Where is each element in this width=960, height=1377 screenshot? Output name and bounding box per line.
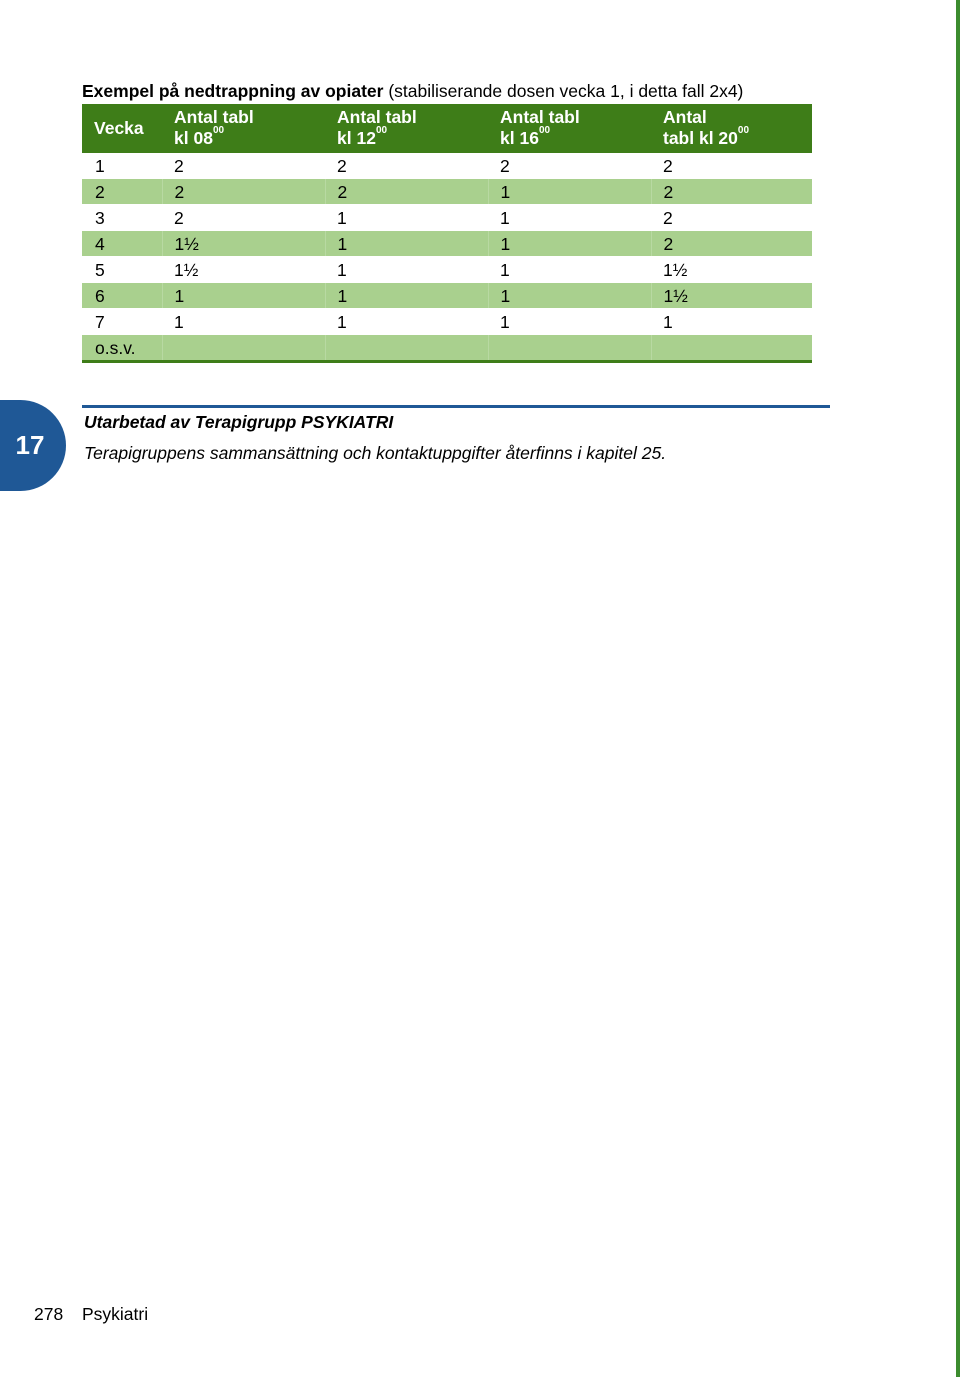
- section-divider: [82, 405, 830, 408]
- week-cell: 4: [82, 231, 162, 257]
- week-cell: 6: [82, 283, 162, 309]
- dose-cell: 1½: [651, 283, 812, 309]
- dose-cell: 1: [651, 309, 812, 335]
- table-caption: [82, 80, 743, 102]
- dose-cell: 1½: [651, 257, 812, 283]
- week-cell: 1: [82, 153, 162, 179]
- dose-cell: 2: [162, 153, 325, 179]
- tapering-table: [82, 104, 812, 363]
- table-header-row: [82, 104, 812, 153]
- dose-cell: 2: [651, 179, 812, 205]
- credit-title: Utarbetad av Terapigrupp PSYKIATRI: [84, 412, 394, 432]
- dose-cell: [162, 335, 325, 362]
- dose-cell: 2: [325, 153, 488, 179]
- dose-cell: 2: [162, 179, 325, 205]
- header-kl-08: Antal tabl kl $08^{00}$: [162, 104, 325, 153]
- dose-cell: 1: [488, 283, 651, 309]
- chapter-tab: 17: [0, 400, 66, 491]
- caption-rest: (stabiliserande dosen vecka 1, i detta fall 2x4): [383, 81, 744, 101]
- dose-cell: 1½: [162, 257, 325, 283]
- table-row: [82, 309, 812, 335]
- dose-cell: 2: [325, 179, 488, 205]
- dose-cell: [651, 335, 812, 362]
- credit-block: [84, 411, 666, 464]
- week-cell: 3: [82, 205, 162, 231]
- dose-cell: 1: [325, 257, 488, 283]
- week-cell: 2: [82, 179, 162, 205]
- page-footer: [34, 1303, 148, 1325]
- dose-cell: 1: [488, 179, 651, 205]
- dose-cell: 2: [488, 153, 651, 179]
- dose-cell: 1: [162, 283, 325, 309]
- page-number: 278: [34, 1304, 64, 1324]
- dose-cell: [325, 335, 488, 362]
- table-row: [82, 205, 812, 231]
- week-cell: 5: [82, 257, 162, 283]
- dose-cell: 1: [325, 309, 488, 335]
- dose-cell: 1: [162, 309, 325, 335]
- dose-cell: 1: [325, 283, 488, 309]
- dose-cell: 2: [651, 205, 812, 231]
- header-kl-16: Antal tabl kl $16^{00}$: [488, 104, 651, 153]
- table-row: [82, 257, 812, 283]
- page-edge-stripe: [956, 0, 960, 1377]
- dose-cell: 1: [325, 231, 488, 257]
- week-cell: o.s.v.: [82, 335, 162, 362]
- dose-cell: 1: [488, 257, 651, 283]
- table-row: [82, 283, 812, 309]
- footer-section: Psykiatri: [82, 1304, 149, 1324]
- dose-cell: [488, 335, 651, 362]
- dose-cell: 1: [488, 309, 651, 335]
- caption-bold: Exempel på nedtrappning av opiater: [82, 81, 384, 101]
- week-cell: 7: [82, 309, 162, 335]
- table-row: [82, 335, 812, 362]
- table-row: [82, 153, 812, 179]
- dose-cell: 2: [651, 231, 812, 257]
- header-vecka: Vecka: [82, 104, 162, 153]
- dose-cell: 2: [162, 205, 325, 231]
- header-kl-20: Antal tabl kl $20^{00}$: [651, 104, 812, 153]
- credit-note: Terapigruppens sammansättning och kontaktuppgifter återfinns i kapitel 25.: [84, 443, 667, 463]
- table-row: [82, 179, 812, 205]
- table-row: [82, 231, 812, 257]
- dose-cell: 1: [488, 231, 651, 257]
- dose-cell: 1½: [162, 231, 325, 257]
- dose-cell: 2: [651, 153, 812, 179]
- header-kl-12: Antal tabl kl $12^{00}$: [325, 104, 488, 153]
- dose-cell: 1: [325, 205, 488, 231]
- dose-cell: 1: [488, 205, 651, 231]
